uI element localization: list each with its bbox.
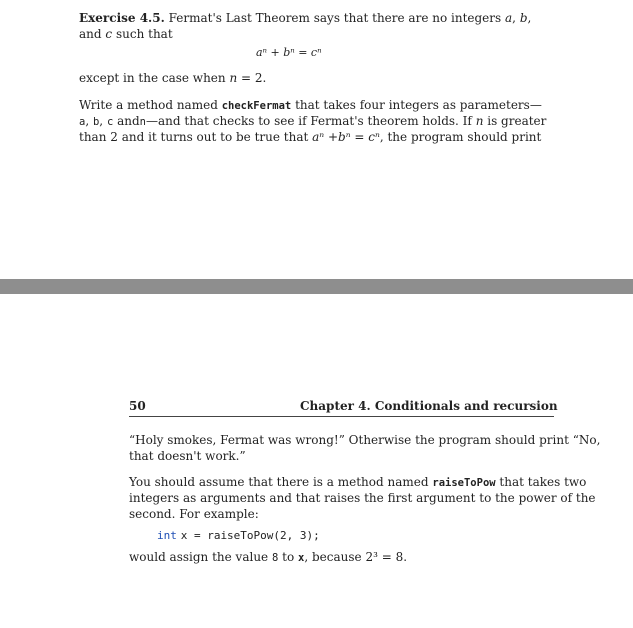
para3: would assign the value 8 to x, because 2³ = 8.	[129, 550, 408, 564]
top-page	[0, 0, 633, 279]
var-c: c	[105, 27, 113, 41]
var-a: a	[505, 11, 513, 25]
var-n: n	[229, 71, 238, 85]
para1-line-2: that doesn't work.”	[129, 449, 246, 463]
var-b: b	[519, 11, 528, 25]
para1-line-1: “Holy smokes, Fermat was wrong!” Otherwise the program should print “No,	[129, 433, 601, 447]
para2-line-2: a, b, c andn—and that checks to see if Fermat's theorem holds. If n is greater	[79, 114, 547, 128]
code-example	[157, 527, 320, 544]
method-raiseToPow: raiseToPow	[432, 477, 496, 489]
chapter-title: Chapter 4. Conditionals and recursion	[300, 399, 558, 413]
bottom-page	[0, 294, 633, 628]
exercise-label: Exercise 4.5.	[79, 11, 165, 25]
fermat-equation: aⁿ + bⁿ = cⁿ	[256, 46, 322, 59]
page-divider	[0, 279, 633, 294]
para2-line-3: than 2 and it turns out to be true that aⁿ +bⁿ = cⁿ, the program should print	[79, 130, 542, 144]
para2-line-1b: You should assume that there is a method named raiseToPow that takes two	[129, 475, 587, 489]
para2-line-1: Write a method named checkFermat that takes four integers as parameters—	[79, 98, 542, 112]
header-rule	[129, 416, 554, 417]
code-rest: x = raiseToPow(2, 3);	[180, 529, 320, 542]
para2-line-2b: integers as arguments and that raises the first argument to the power of the	[129, 491, 596, 505]
para2-line-3b: second. For example:	[129, 507, 259, 521]
method-checkFermat: checkFermat	[221, 100, 292, 112]
code-keyword: int	[157, 529, 177, 542]
exercise-line-2: and c such that	[79, 27, 173, 41]
page-number: 50	[129, 399, 146, 413]
exercise-line-3: except in the case when n = 2.	[79, 71, 267, 85]
exercise-line-1: Exercise 4.5. Fermat's Last Theorem says that there are no integers a, b,	[79, 11, 532, 25]
exercise-text: Fermat's Last Theorem says that there are no integers	[168, 11, 502, 25]
